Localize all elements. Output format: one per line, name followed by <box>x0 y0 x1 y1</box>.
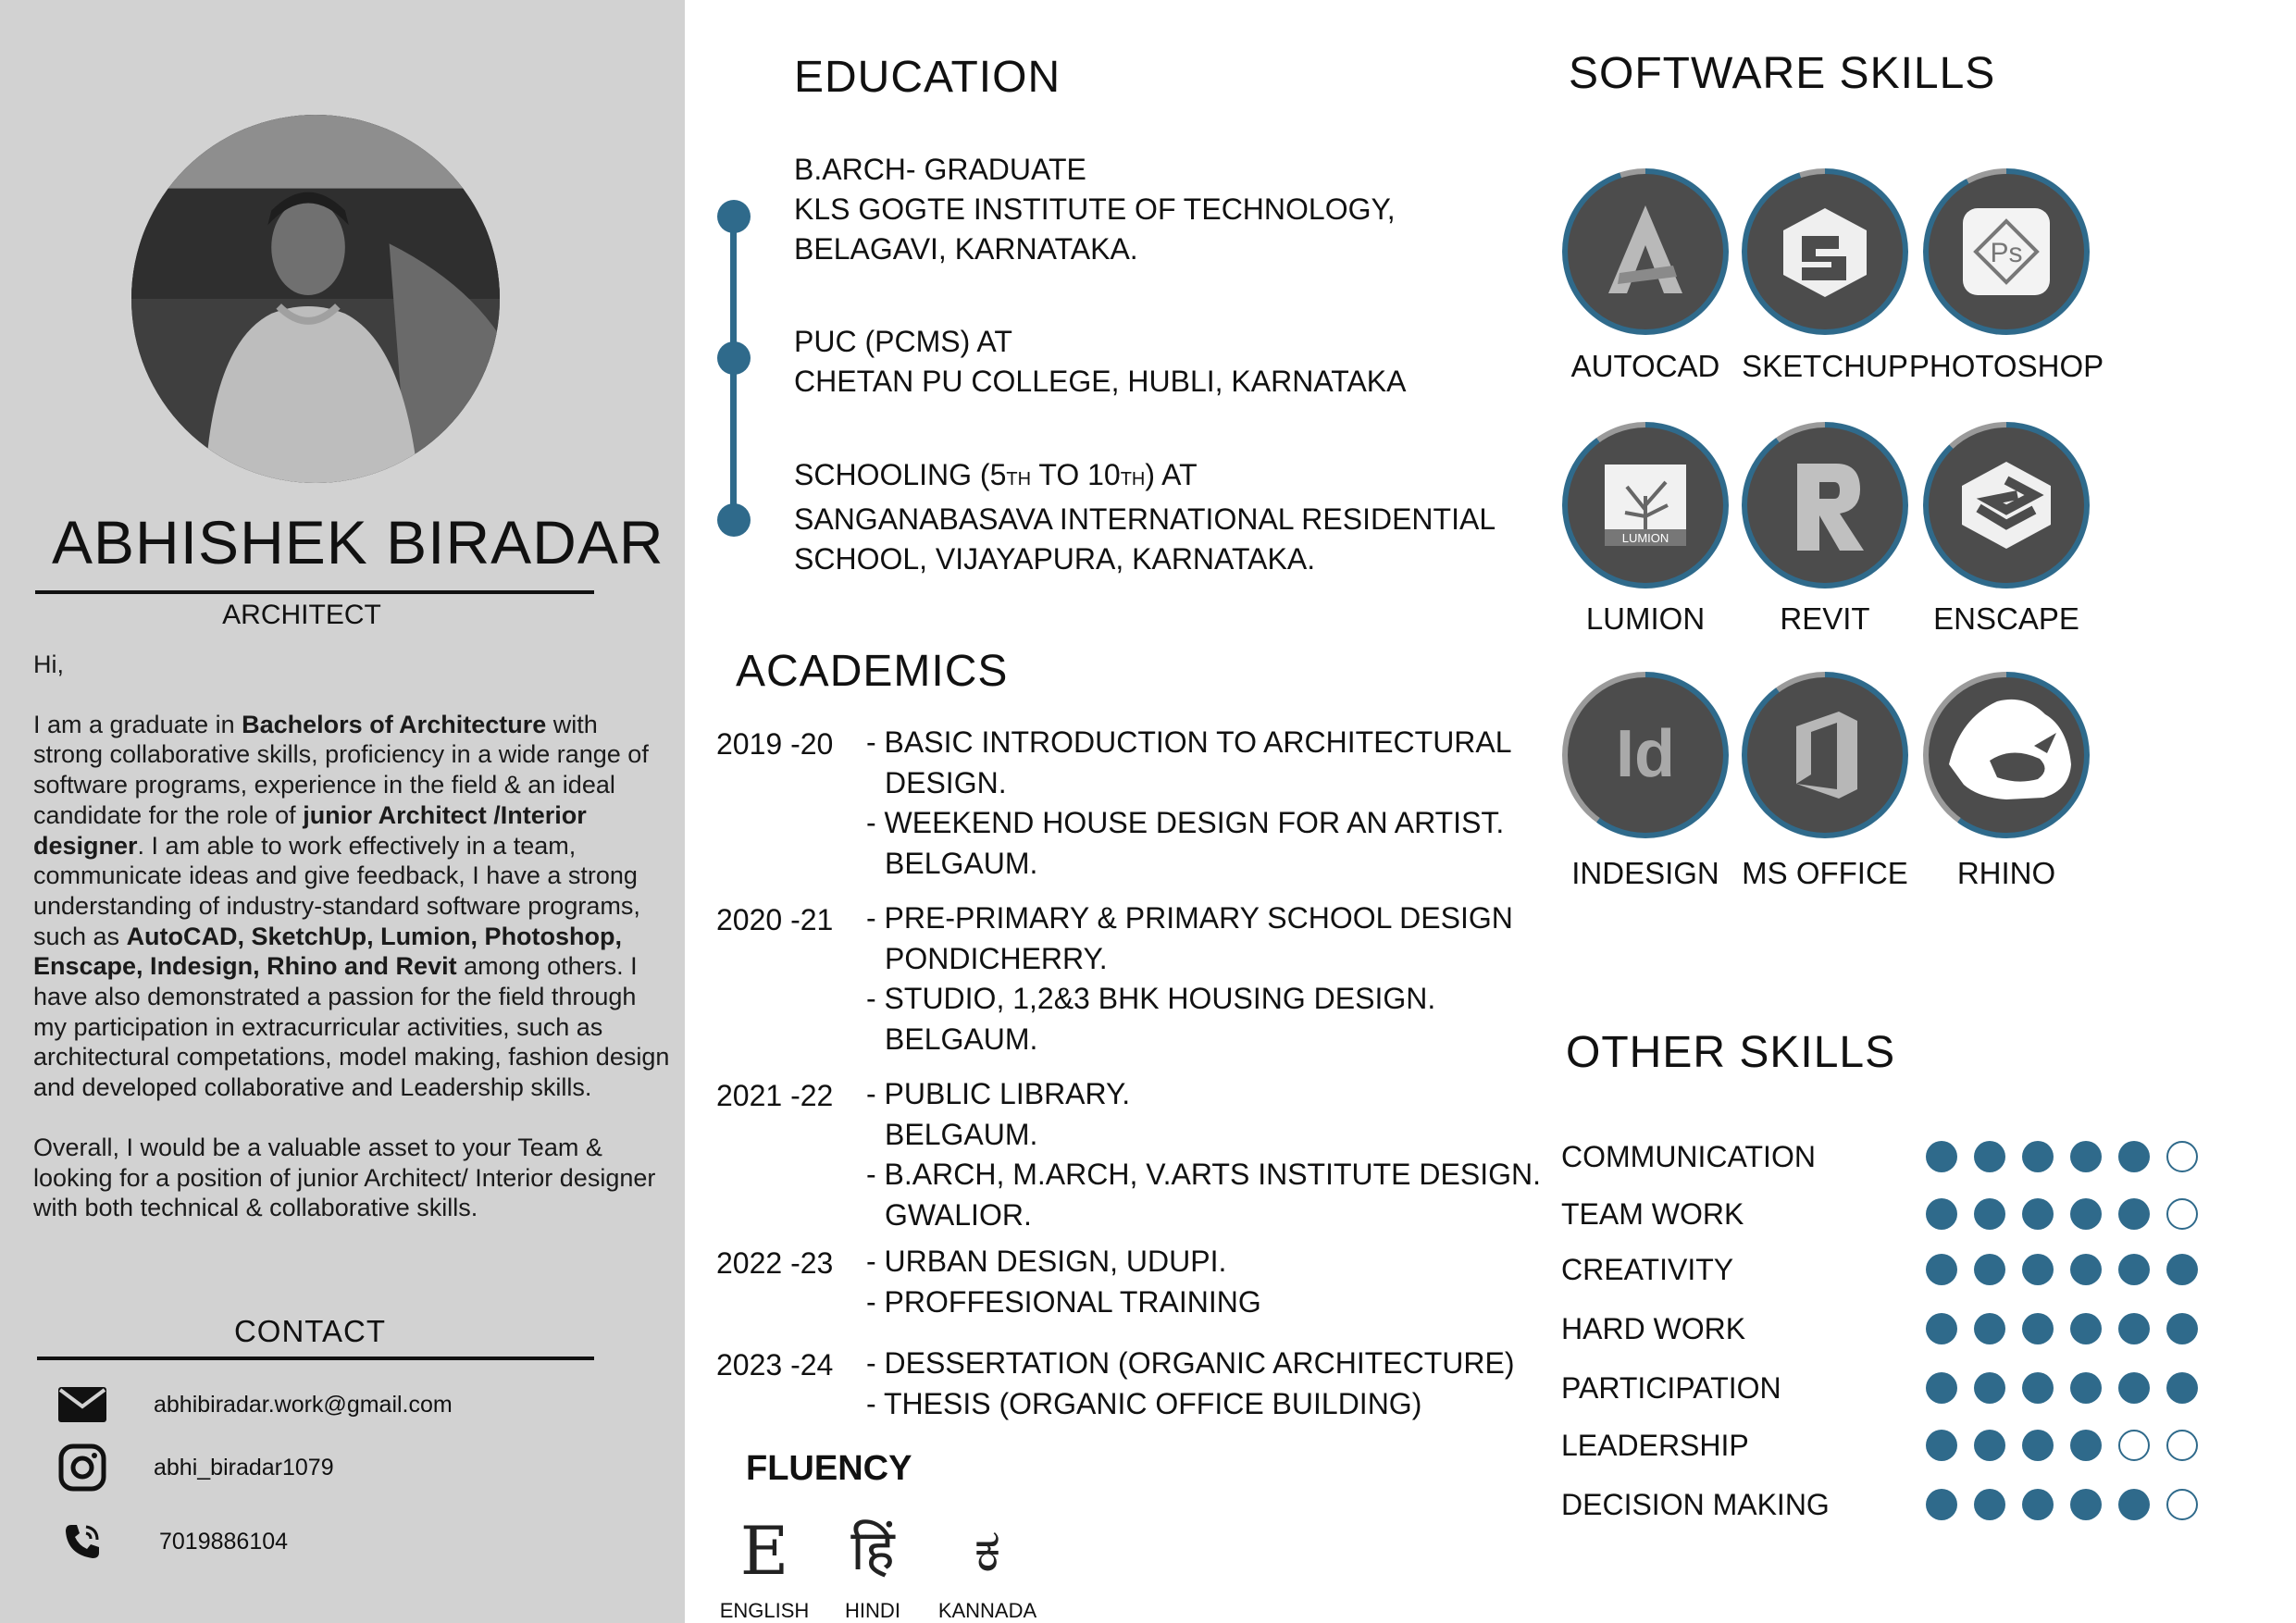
rating-dot-filled <box>1926 1198 1957 1230</box>
software-lumion <box>1544 422 1747 637</box>
proficiency-ring <box>1562 422 1729 588</box>
academic-item: - BASIC INTRODUCTION TO ARCHITECTURAL <box>866 725 1512 759</box>
academic-items <box>866 898 1513 1059</box>
rating-dot-filled <box>2118 1489 2150 1520</box>
rating-dot-empty <box>2118 1430 2150 1461</box>
education-line: KLS GOGTE INSTITUTE OF TECHNOLOGY, <box>794 192 1396 226</box>
skill-rating <box>1926 1141 2215 1172</box>
rating-dot-filled <box>2022 1254 2054 1285</box>
academic-year: 2022 -23 <box>716 1246 834 1280</box>
skill-label: PARTICIPATION <box>1561 1370 1781 1405</box>
contact-divider <box>37 1357 594 1360</box>
profile-photo <box>131 115 500 483</box>
bio-section <box>33 650 674 1223</box>
academic-item: - WEEKEND HOUSE DESIGN FOR AN ARTIST. <box>866 806 1505 839</box>
phone-text[interactable]: 7019886104 <box>159 1528 289 1555</box>
bio-greeting: Hi, <box>33 650 64 678</box>
education-line: B.ARCH- GRADUATE <box>794 153 1086 186</box>
education-entry <box>794 150 1396 269</box>
rating-dot-filled <box>1974 1372 2005 1404</box>
proficiency-ring <box>1742 672 1908 838</box>
rating-dot-filled <box>2070 1198 2102 1230</box>
rating-dot-filled <box>1974 1198 2005 1230</box>
software-label: AUTOCAD <box>1570 349 1720 383</box>
skill-creativity <box>1561 1251 2215 1288</box>
skill-label: TEAM WORK <box>1561 1196 1744 1231</box>
academic-item: PONDICHERRY. <box>885 941 1108 975</box>
rating-dot-filled <box>2118 1198 2150 1230</box>
timeline-dot <box>717 200 751 233</box>
proficiency-ring <box>1562 168 1729 335</box>
fluency-title: FLUENCY <box>746 1449 912 1488</box>
academic-item: BELGAUM. <box>885 1022 1038 1056</box>
skill-rating <box>1926 1372 2215 1404</box>
rating-dot-empty <box>2166 1430 2198 1461</box>
proficiency-ring <box>1742 422 1908 588</box>
rating-dot-filled <box>2022 1489 2054 1520</box>
lumion-icon <box>1568 427 1723 583</box>
academic-year: 2021 -22 <box>716 1079 834 1112</box>
skill-label: DECISION MAKING <box>1561 1487 1830 1521</box>
education-line: CHETAN PU COLLEGE, HUBLI, KARNATAKA <box>794 365 1407 398</box>
software-indesign <box>1544 672 1747 891</box>
rating-dot-empty <box>2166 1198 2198 1230</box>
skill-label: COMMUNICATION <box>1561 1139 1816 1173</box>
profile-role: ARCHITECT <box>222 600 381 630</box>
language-label: KANNADA <box>937 1599 1037 1622</box>
revit-icon <box>1747 427 1903 583</box>
rating-dot-filled <box>2022 1141 2054 1172</box>
software-photoshop <box>1905 168 2108 384</box>
contact-title: CONTACT <box>233 1314 387 1348</box>
bio-text: with strong collaborative skills, proficiency in a wide range of software programs, experience in the field & an ideal candidate for the role of <box>33 710 649 829</box>
bio-highlight: AutoCAD, SketchUp, Lumion, Photoshop, Enscape, Indesign, Rhino and Revit <box>33 922 623 981</box>
rating-dot-filled <box>1974 1313 2005 1344</box>
academic-items <box>866 723 1512 884</box>
education-entry <box>794 322 1406 402</box>
rating-dot-filled <box>1974 1141 2005 1172</box>
rating-dot-filled <box>1926 1489 1957 1520</box>
skill-participation <box>1561 1369 2215 1406</box>
education-line: PUC (PCMS) AT <box>794 325 1012 358</box>
academic-item: - DESSERTATION (ORGANIC ARCHITECTURE) <box>866 1346 1515 1380</box>
autocad-icon <box>1568 174 1723 329</box>
rating-dot-filled <box>2022 1372 2054 1404</box>
svg-text:Id: Id <box>1616 717 1675 791</box>
instagram-icon <box>54 1443 111 1492</box>
skill-rating <box>1926 1489 2215 1520</box>
rating-dot-filled <box>2070 1254 2102 1285</box>
english-icon: E <box>739 1512 789 1590</box>
skill-team-work <box>1561 1196 2215 1233</box>
academic-item: - PROFFESIONAL TRAINING <box>866 1284 1261 1319</box>
software-revit <box>1723 422 1927 637</box>
skill-label: LEADERSHIP <box>1561 1428 1749 1462</box>
software-label: SKETCHUP <box>1742 349 1908 383</box>
rating-dot-empty <box>2166 1489 2198 1520</box>
bio-text: among others. I have also demonstrated a passion for the field through my participation in extracurricular activities, such as architectural competations, model making, fashion design and developed collaborative and Leadership skills. <box>33 952 670 1102</box>
software-ms-office <box>1723 672 1927 891</box>
email-text[interactable]: abhibiradar.work@gmail.com <box>154 1391 453 1418</box>
software-label: PHOTOSHOP <box>1908 349 2104 383</box>
rating-dot-filled <box>1926 1430 1957 1461</box>
rating-dot-filled <box>2070 1372 2102 1404</box>
rating-dot-filled <box>2022 1313 2054 1344</box>
academic-item: BELGAUM. <box>885 846 1038 880</box>
rating-dot-filled <box>2070 1430 2102 1461</box>
contact-instagram[interactable] <box>54 1440 334 1495</box>
bio-paragraph-2: Overall, I would be a valuable asset to your Team & looking for a position of junior Architect/ Interior designer with both technical & collaborative skills. <box>33 1133 656 1222</box>
rating-dot-filled <box>2070 1141 2102 1172</box>
academic-item: BELGAUM. <box>885 1117 1038 1151</box>
other-skills-title: OTHER SKILLS <box>1566 1028 1896 1077</box>
language-label: HINDI <box>845 1599 900 1622</box>
rating-dot-filled <box>1974 1254 2005 1285</box>
bio-paragraph-1 <box>33 710 674 1103</box>
rating-dot-filled <box>1926 1313 1957 1344</box>
academic-items <box>866 1242 1261 1322</box>
academic-year: 2020 -21 <box>716 903 834 936</box>
proficiency-ring <box>1562 672 1729 838</box>
rating-dot-filled <box>2166 1313 2198 1344</box>
rating-dot-filled <box>1974 1489 2005 1520</box>
profile-name: ABHISHEK BIRADAR <box>52 508 664 576</box>
kannada-icon: ಕ <box>974 1517 1001 1585</box>
software-autocad <box>1544 168 1747 384</box>
education-line: SCHOOLING (5TH TO 10TH) AT <box>794 458 1198 491</box>
language-label: ENGLISH <box>719 1599 810 1622</box>
rating-dot-filled <box>1926 1254 1957 1285</box>
enscape-icon <box>1929 427 2084 583</box>
academic-items <box>866 1074 1541 1235</box>
svg-text:Ps: Ps <box>1990 238 2023 268</box>
rating-dot-filled <box>2118 1372 2150 1404</box>
language-english <box>714 1514 815 1623</box>
rating-dot-filled <box>2118 1141 2150 1172</box>
rhino-icon <box>1929 677 2084 833</box>
software-label: LUMION <box>1585 601 1706 636</box>
proficiency-ring <box>1923 422 2090 588</box>
skill-label: HARD WORK <box>1561 1311 1746 1345</box>
skill-communication <box>1561 1138 2215 1175</box>
proficiency-ring <box>1923 672 2090 838</box>
photoshop-icon <box>1929 174 2084 329</box>
academic-item: - STUDIO, 1,2&3 BHK HOUSING DESIGN. <box>866 982 1436 1015</box>
rating-dot-filled <box>2070 1489 2102 1520</box>
education-line: SANGANABASAVA INTERNATIONAL RESIDENTIAL <box>794 502 1496 536</box>
rating-dot-filled <box>2070 1313 2102 1344</box>
academic-items <box>866 1344 1514 1424</box>
rating-dot-filled <box>2166 1254 2198 1285</box>
skill-rating <box>1926 1430 2215 1461</box>
ms-office-icon <box>1747 677 1903 833</box>
skill-label: CREATIVITY <box>1561 1252 1734 1286</box>
contact-email[interactable] <box>54 1377 453 1432</box>
instagram-text[interactable]: abhi_biradar1079 <box>154 1454 334 1481</box>
indesign-icon <box>1568 677 1723 833</box>
academics-title: ACADEMICS <box>736 647 1009 696</box>
academic-item: - THESIS (ORGANIC OFFICE BUILDING) <box>866 1386 1422 1420</box>
academic-item: GWALIOR. <box>885 1197 1032 1232</box>
software-rhino <box>1905 672 2108 891</box>
proficiency-ring <box>1742 168 1908 335</box>
software-label: MS OFFICE <box>1742 856 1908 890</box>
rating-dot-filled <box>1926 1141 1957 1172</box>
skill-rating <box>1926 1313 2215 1344</box>
name-divider <box>35 590 594 594</box>
academic-year: 2019 -20 <box>716 727 834 761</box>
academic-year: 2023 -24 <box>716 1348 834 1381</box>
software-label: REVIT <box>1780 601 1870 636</box>
software-sketchup <box>1723 168 1927 384</box>
phone-icon <box>54 1518 111 1566</box>
education-line: BELAGAVI, KARNATAKA. <box>794 232 1138 266</box>
rating-dot-filled <box>2118 1254 2150 1285</box>
rating-dot-filled <box>2166 1372 2198 1404</box>
academic-item: DESIGN. <box>885 765 1007 799</box>
skill-decision-making <box>1561 1486 2215 1523</box>
rating-dot-filled <box>1974 1430 2005 1461</box>
education-entry <box>794 455 1496 579</box>
proficiency-ring <box>1923 168 2090 335</box>
education-title: EDUCATION <box>794 53 1061 102</box>
skill-hard-work <box>1561 1310 2215 1347</box>
software-label: ENSCAPE <box>1933 601 2079 636</box>
bio-highlight: junior Architect /Interior designer <box>33 800 587 860</box>
contact-phone[interactable] <box>54 1514 288 1569</box>
academic-item: - PRE-PRIMARY & PRIMARY SCHOOL DESIGN <box>866 901 1513 935</box>
software-label: INDESIGN <box>1571 856 1719 890</box>
svg-text:LUMION: LUMION <box>1621 531 1669 545</box>
rating-dot-filled <box>1926 1372 1957 1404</box>
email-icon <box>54 1381 111 1429</box>
language-kannada <box>937 1514 1038 1623</box>
rating-dot-filled <box>2022 1430 2054 1461</box>
skill-rating <box>1926 1254 2215 1285</box>
rating-dot-filled <box>2118 1313 2150 1344</box>
software-label: RHINO <box>1956 856 2056 890</box>
education-line: SCHOOL, VIJAYAPURA, KARNATAKA. <box>794 542 1316 576</box>
software-skills-title: SOFTWARE SKILLS <box>1569 49 1996 98</box>
rating-dot-empty <box>2166 1141 2198 1172</box>
timeline-dot <box>717 503 751 537</box>
timeline-dot <box>717 341 751 375</box>
skill-rating <box>1926 1198 2215 1230</box>
skill-leadership <box>1561 1427 2215 1464</box>
bio-text: I am a graduate in <box>33 710 242 738</box>
bio-highlight: Bachelors of Architecture <box>242 710 547 738</box>
rating-dot-filled <box>2022 1198 2054 1230</box>
academic-item: - URBAN DESIGN, UDUPI. <box>866 1245 1227 1278</box>
academic-item: - PUBLIC LIBRARY. <box>866 1077 1131 1110</box>
sketchup-icon <box>1747 174 1903 329</box>
language-hindi <box>822 1514 924 1623</box>
academic-item: - B.ARCH, M.ARCH, V.ARTS INSTITUTE DESIGN. <box>866 1158 1541 1191</box>
software-enscape <box>1905 422 2108 637</box>
bio-text: . I am able to work effectively in a team, communicate ideas and give feedback, I have a strong understanding of industry-standard software programs, such as <box>33 831 640 950</box>
hindi-icon: हिं <box>850 1518 895 1583</box>
